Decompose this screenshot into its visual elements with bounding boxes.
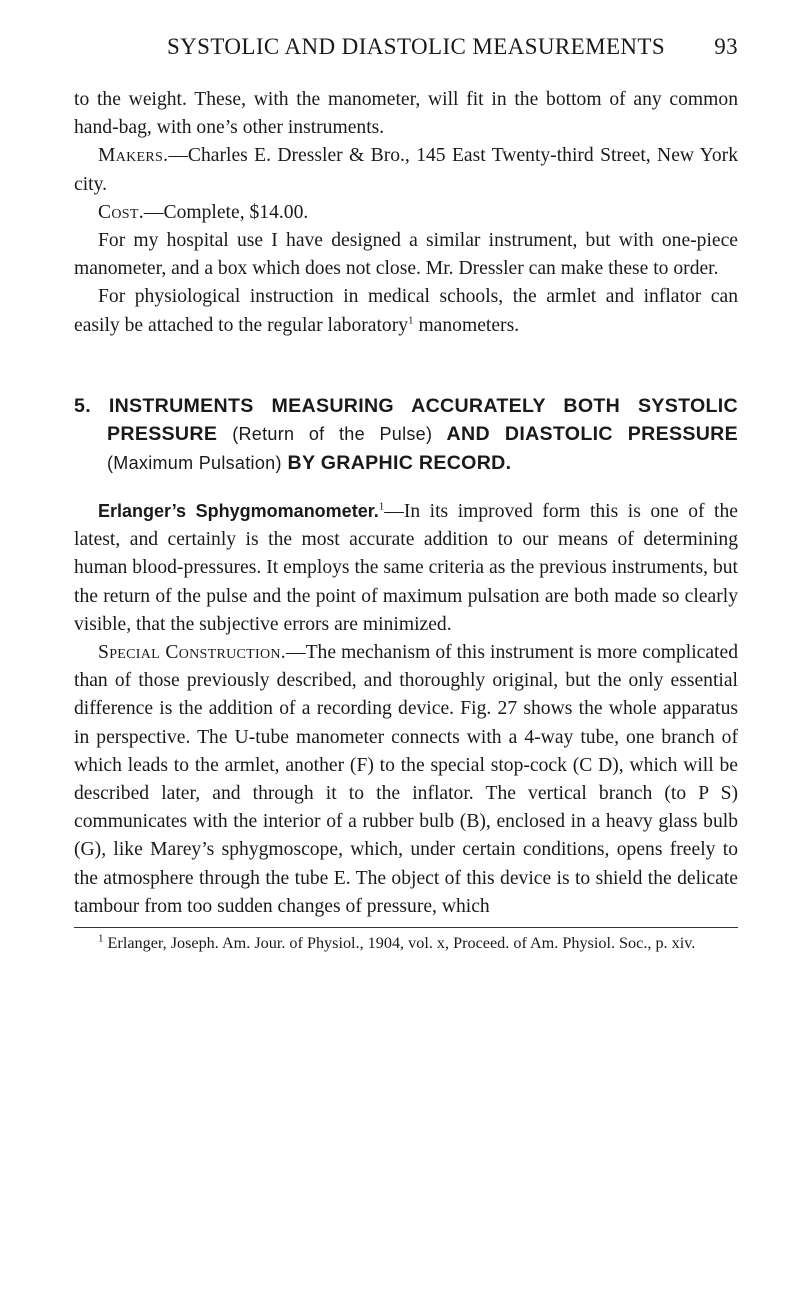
footnote-divider xyxy=(74,927,738,928)
running-head-title: SYSTOLIC AND DIASTOLIC MEASUREMENTS xyxy=(166,34,666,59)
heading-end: BY GRAPHIC RECORD. xyxy=(281,451,512,474)
cost-label: Cost. xyxy=(98,201,144,223)
p5-text-end: manometers. xyxy=(413,314,520,336)
running-head xyxy=(74,34,738,68)
body-text xyxy=(74,86,738,921)
paragraph-continuation: to the weight. These, with the manometer, will fit in the bottom of any common hand-bag, with one’s other instruments. xyxy=(74,89,738,139)
p5-text: For physiological instruction in medical schools, the armlet and inflator can easily be attached to the regular laboratory xyxy=(74,286,738,336)
makers-label: Makers. xyxy=(98,145,169,167)
makers-text: —Charles E. Dressler & Bro., 145 East Twenty-third Street, New York city. xyxy=(74,145,738,195)
heading-paren-maximum-pulsation: (Maximum Pulsation) xyxy=(107,452,282,473)
special-construction-text: —The mechanism of this instrument is more complicated than of those previously described, and thoroughly original, but the only essential difference is the addition of a recording device. Fig. 27 shows the whole apparatus in perspective. The U-tube manometer connects with a 4-way tube, one branch of which leads to the armlet, another (F) to the special stop-cock (C D), which will be described later, and through it to the inflator. The vertical branch (to P S) communicates with the interior of a rubber bulb (B), enclosed in a heavy glass bulb (G), like Marey’s sphygmoscope, which, under certain conditions, opens freely to the atmosphere through the tube E. The object of this device is to shield the delicate tambour from too sudden changes of pressure, which xyxy=(74,642,738,917)
footnote-ref-erlanger: 1 xyxy=(378,500,385,513)
section-heading xyxy=(74,392,738,477)
paragraph-erlanger xyxy=(74,497,738,639)
special-construction-label: Special Construction. xyxy=(98,642,286,664)
paragraph-special-construction xyxy=(74,639,738,921)
paragraph-physiological-instruction xyxy=(74,283,738,339)
footnote-mark: 1 xyxy=(98,932,104,945)
paragraph-makers xyxy=(74,142,738,198)
book-page xyxy=(74,34,738,971)
erlanger-text: —In its improved form this is one of the latest, and certainly is the most accurate addition to our means of determining human blood-pressures. It employs the same criteria as the previous instruments, but the return of the pulse and the point of maximum pulsation are both made so clearly visible, that the subjective errors are minimized. xyxy=(74,501,738,635)
paragraph-hospital-use: For my hospital use I have designed a similar instrument, but with one-piece manometer, and a box which does not close. Mr. Dressler can make these to order. xyxy=(74,230,738,280)
heading-mid: AND DIASTOLIC PRESSURE xyxy=(432,423,738,446)
page-number: 93 xyxy=(714,34,738,59)
footnote-text: Erlanger, Joseph. Am. Jour. of Physiol., 1904, vol. x, Proceed. of Am. Physiol. Soc., p. xiv. xyxy=(103,934,696,953)
cost-text: —Complete, $14.00. xyxy=(143,201,309,223)
heading-paren-return-of-pulse: (Return of the Pulse) xyxy=(232,424,433,445)
heading-start: 5. INSTRUMENTS MEASURING ACCURATELY BOTH SYSTOLIC PRESSURE xyxy=(74,394,738,446)
erlanger-lead: Erlanger’s Sphygmomanometer. xyxy=(98,501,379,522)
paragraph-cost xyxy=(74,199,738,227)
footnote-ref-1: 1 xyxy=(408,314,414,327)
footnote xyxy=(74,932,738,955)
